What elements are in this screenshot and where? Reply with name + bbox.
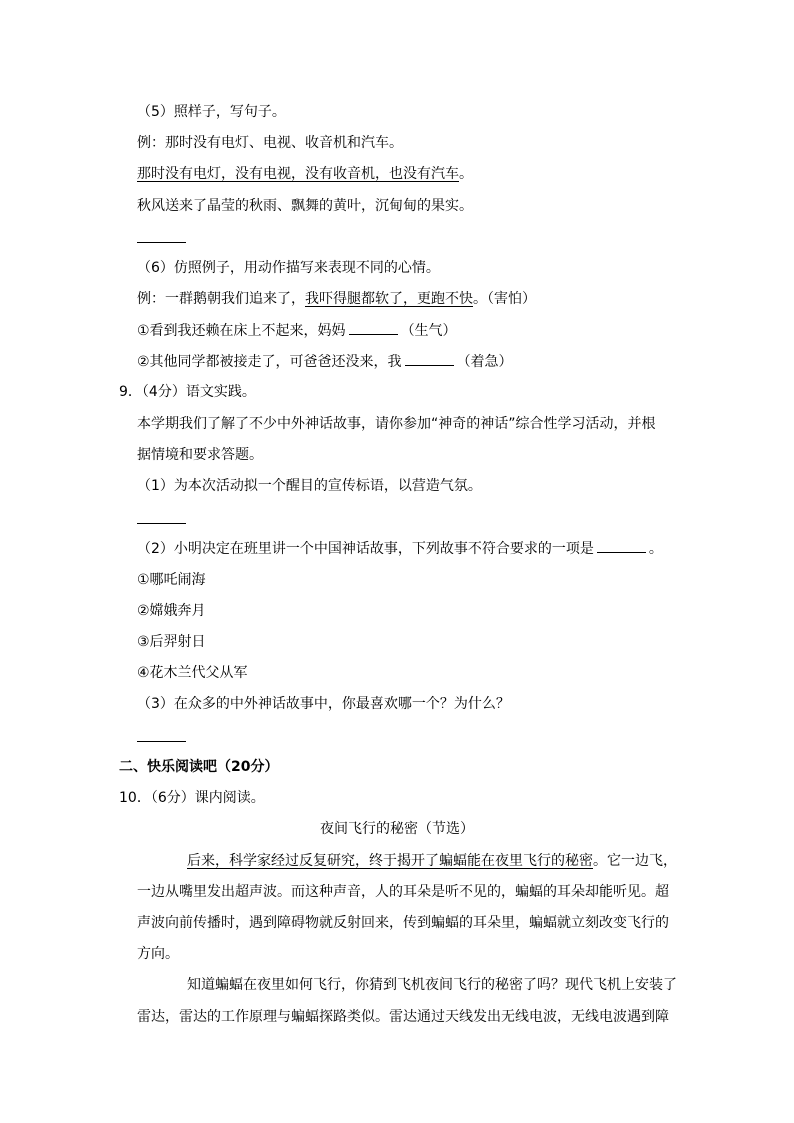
example-prefix: 例：一群鹅朝我们追来了， xyxy=(137,291,305,307)
passage-para2-line1: 知道蝙蝠在夜里如何飞行，你猜到飞机夜间飞行的秘密了吗？现代飞机上安装了 xyxy=(187,977,677,993)
example-suffix: 。（害怕） xyxy=(473,291,536,307)
q9-p1: （1）为本次活动拟一个醒目的宣传标语，以营造气氛。 xyxy=(137,478,482,494)
answer-blank-p5[interactable] xyxy=(137,242,186,243)
item2-prefix: ②其他同学都被接走了，可爸爸还没来，我 xyxy=(137,354,402,370)
example-answer-end: 。 xyxy=(459,166,473,182)
q10-heading: 10．（6分）课内阅读。 xyxy=(119,790,265,806)
p2-suffix: 。 xyxy=(648,541,663,557)
item2-suffix: （着急） xyxy=(456,354,513,370)
answer-blank-item2[interactable] xyxy=(405,351,454,366)
item1-prefix: ①看到我还赖在床上不起来，妈妈 xyxy=(137,323,346,339)
example-answer-underlined: 那时没有电灯，没有电视，没有收音机，也没有汽车 xyxy=(137,166,459,182)
answer-blank-q9-p2[interactable] xyxy=(597,538,646,553)
section2-heading: 二、快乐阅读吧（20分） xyxy=(119,759,279,775)
item1-suffix: （生气） xyxy=(400,323,457,339)
q8-p6-example xyxy=(137,289,536,309)
answer-blank-q9-p1[interactable] xyxy=(137,523,186,524)
q9-intro-line2: 据情境和要求答题。 xyxy=(137,447,263,463)
q9-option-2: ②嫦娥奔月 xyxy=(137,603,206,619)
para1-rest: 。它一边飞， xyxy=(593,853,677,869)
q8-p5-example: 例：那时没有电灯、电视、收音机和汽车。 xyxy=(137,135,403,151)
q9-intro-line1: 本学期我们了解了不少中外神话故事，请你参加“神奇的神话”综合性学习活动，并根 xyxy=(137,416,656,432)
q8-p5-title: （5）照样子，写句子。 xyxy=(137,104,286,120)
passage-para2-line2: 雷达，雷达的工作原理与蝙蝠探路类似。雷达通过天线发出无线电波，无线电波遇到障 xyxy=(137,1009,669,1025)
para1-underlined: 后来，科学家经过反复研究，终于揭开了蝙蝠能在夜里飞行的秘密 xyxy=(187,853,593,869)
q8-p6-item2 xyxy=(137,351,513,372)
passage-title: 夜间飞行的秘密（节选） xyxy=(320,821,474,837)
q9-p3: （3）在众多的中外神话故事中，你最喜欢哪一个？为什么？ xyxy=(137,696,510,712)
answer-blank-q9-p3[interactable] xyxy=(137,741,186,742)
passage-para1-line1 xyxy=(187,851,677,871)
q9-p2 xyxy=(137,538,663,559)
q8-p5-prompt: 秋风送来了晶莹的秋雨、飘舞的黄叶，沉甸甸的果实。 xyxy=(137,198,473,214)
q8-p6-title: （6）仿照例子，用动作描写来表现不同的心情。 xyxy=(137,260,440,276)
p2-prefix: （2）小明决定在班里讲一个中国神话故事，下列故事不符合要求的一项是 xyxy=(137,541,594,557)
q8-p6-item1 xyxy=(137,320,457,341)
q9-option-4: ④花木兰代父从军 xyxy=(137,665,248,681)
passage-para1-line2: 一边从嘴里发出超声波。而这种声音，人的耳朵是听不见的，蝙蝠的耳朵却能听见。超 xyxy=(137,884,669,900)
passage-para1-line3: 声波向前传播时，遇到障碍物就反射回来，传到蝙蝠的耳朵里，蝙蝠就立刻改变飞行的 xyxy=(137,915,669,931)
answer-blank-item1[interactable] xyxy=(349,320,398,335)
q9-heading: 9．（4分）语文实践。 xyxy=(119,384,256,400)
q8-p5-example-answer xyxy=(137,164,473,184)
example-underlined: 我吓得腿都软了，更跑不快 xyxy=(305,291,473,307)
q9-option-3: ③后羿射日 xyxy=(137,634,206,650)
q9-option-1: ①哪吒闹海 xyxy=(137,572,206,588)
passage-para1-line4: 方向。 xyxy=(137,946,179,962)
